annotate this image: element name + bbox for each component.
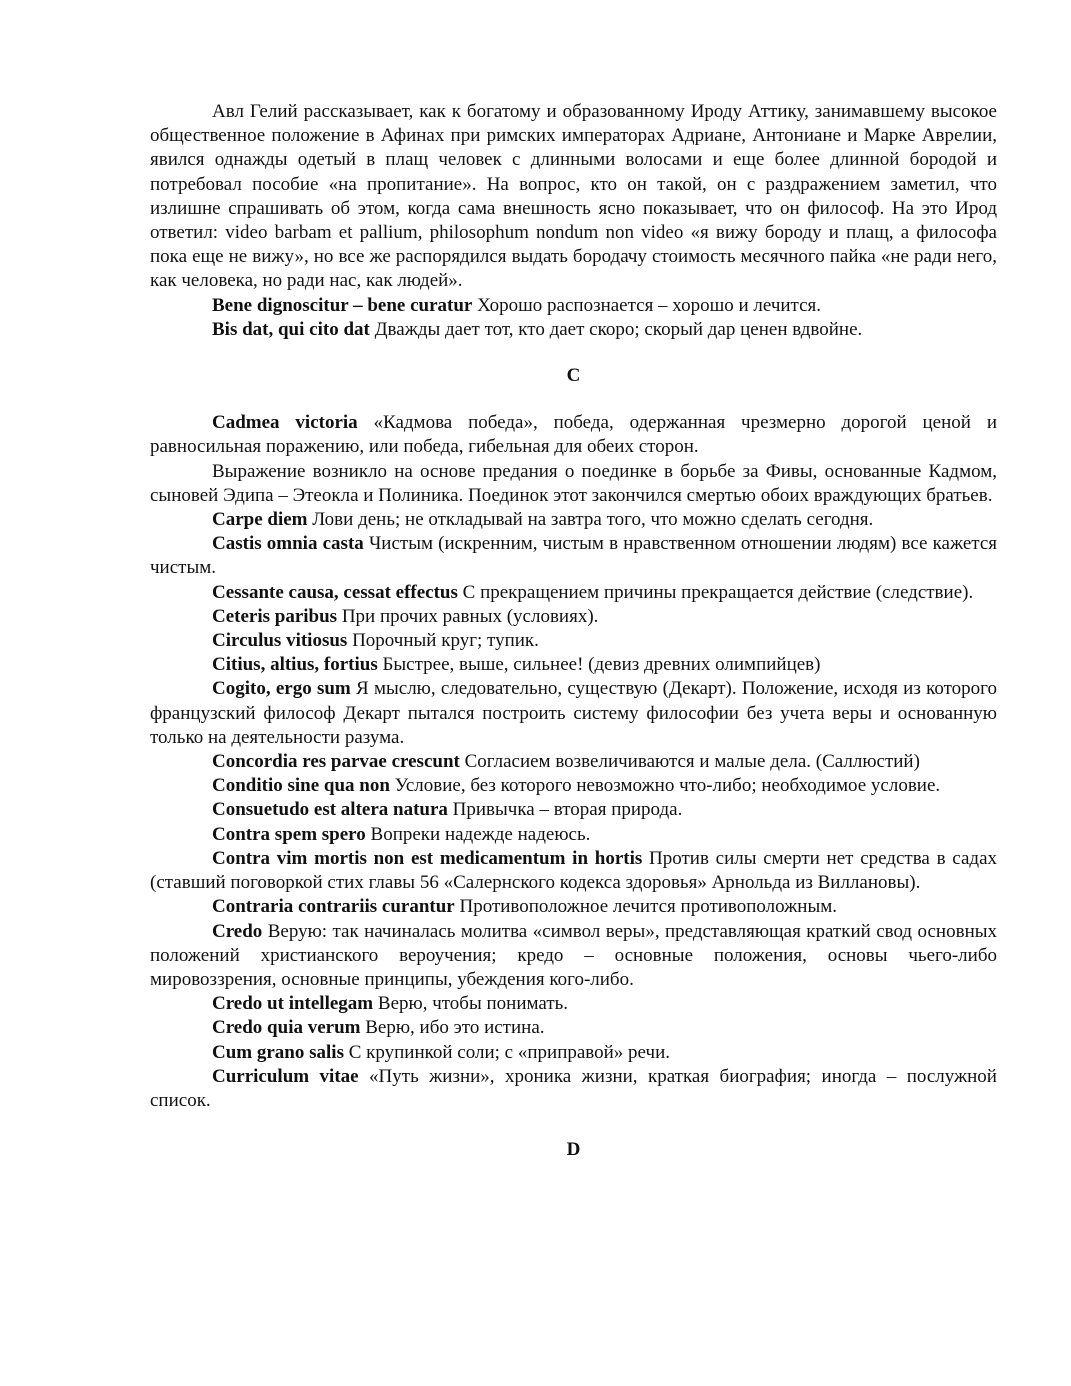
dictionary-entry (150, 920, 997, 993)
entry-definition: Противоположное лечится противоположным. (454, 896, 838, 918)
intro-paragraph: Авл Гелий рассказывает, как к богатому и образованному Ироду Аттику, занимавшему высокое общественное положение в Афинах при римских императорах Адриане, Антониане и Марке Аврелии, явился однажды одетый в плащ человек с длинными волосами и еще более длинной бородой и потребовал пособие «на пропитание». На вопрос, кто он такой, он с раздражением заметил, что излишне спрашивать об этом, когда сама внешность ясно показывает, что он философ. На это Ирод ответил: video barbam et pallium, philosophum nondum non video «я вижу бороду и плащ, а философа пока еще не вижу», но все же распорядился выдать бородачу стоимость месячного пайка «не ради него, как человека, но ради нас, как людей». (150, 101, 997, 292)
entry-definition: Быстрее, выше, сильнее! (девиз древних олимпийцев) (377, 654, 821, 676)
entry-term: Cadmea victoria (212, 412, 358, 434)
entry-term: Carpe diem (212, 509, 308, 531)
dictionary-entry (150, 318, 997, 342)
document-page (150, 100, 997, 1162)
entry-definition: С прекращением причины прекращается действие (следствие). (457, 581, 974, 603)
dictionary-entry (150, 750, 997, 774)
dictionary-entry (150, 508, 997, 532)
entry-definition: Вопреки надежде надеюсь. (365, 823, 591, 845)
entry-definition: Чистым (искренним, чистым в нравственном отношении людям) все кажется чистым. (150, 533, 997, 579)
dictionary-entry (150, 1041, 997, 1065)
dictionary-entry (150, 1016, 997, 1040)
dictionary-entry (150, 581, 997, 605)
dictionary-entry (150, 895, 997, 919)
entry-term: Contra vim mortis non est medicamentum in hortis (212, 847, 643, 869)
entry-term: Contra spem spero (212, 823, 366, 845)
dictionary-entry (150, 992, 997, 1016)
entry-term: Cessante causa, cessat effectus (212, 581, 458, 603)
entry-definition: При прочих равных (условиях). (337, 605, 599, 627)
entry-term: Castis omnia casta (212, 533, 364, 555)
entry-term: Consuetudo est altera natura (212, 799, 448, 821)
dictionary-entry (150, 629, 997, 653)
entry-term: Curriculum vitae (212, 1065, 359, 1087)
dictionary-entry (150, 532, 997, 580)
entry-definition: «Путь жизни», хроника жизни, краткая биография; иногда – послужной список. (150, 1065, 997, 1111)
entry-definition: «Кадмова победа», победа, одержанная чрезмерно дорогой ценой и равносильная поражению, или победа, гибельная для обеих сторон. (150, 412, 997, 458)
entry-definition: Я мыслю, следовательно, существую (Декарт). Положение, исходя из которого французский философ Декарт пытался построить систему философии без учета веры и основанную только на деятельности разума. (150, 678, 997, 748)
entry-definition: Условие, без которого невозможно что-либо; необходимое условие. (389, 775, 941, 797)
section-heading-d: D (566, 1139, 581, 1161)
entry-definition: Хорошо распознается – хорошо и лечится. (472, 294, 822, 316)
dictionary-entry (150, 411, 997, 459)
entry-definition: Привычка – вторая природа. (447, 799, 683, 821)
entry-definition: Против силы смерти нет средства в садах (ставший поговоркой стих главы 56 «Салернского кодекса здоровья» Арнольда из Виллановы). (150, 847, 998, 894)
entry-term: Bis dat, qui cito dat (212, 318, 370, 340)
entry-term: Credo quia verum (212, 1017, 361, 1039)
dictionary-entry (150, 1065, 997, 1113)
entry-definition: Верю, чтобы понимать. (373, 993, 569, 1015)
entry-term: Circulus vitiosus (212, 630, 348, 652)
entry-term: Credo (212, 920, 263, 942)
entry-term: Cogito, ergo sum (212, 678, 351, 700)
dictionary-entry (150, 677, 997, 750)
entry-definition: Верю, ибо это истина. (360, 1017, 545, 1039)
dictionary-entry (150, 847, 997, 895)
entry-definition: Дважды дает тот, кто дает скоро; скорый дар ценен вдвойне. (369, 318, 863, 340)
dictionary-entry (150, 653, 997, 677)
dictionary-entry (150, 774, 997, 798)
entry-term: Credo ut intellegam (212, 993, 374, 1015)
entry-definition: Лови день; не откладывай на завтра того, что можно сделать сегодня. (307, 509, 874, 531)
entry-term: Conditio sine qua non (212, 775, 390, 797)
entry-term: Ceteris paribus (212, 605, 338, 627)
entry-term: Contraria contrariis curantur (212, 896, 455, 918)
dictionary-entry (150, 798, 997, 822)
dictionary-entry (150, 294, 997, 318)
entry-term: Bene dignoscitur – bene curatur (212, 294, 473, 316)
section-heading-c: C (566, 365, 581, 387)
entry-definition: С крупинкой соли; с «приправой» речи. (343, 1041, 670, 1063)
entry-term: Cum grano salis (212, 1041, 344, 1063)
entry-definition: Согласием возвеличиваются и малые дела. (Саллюстий) (459, 751, 920, 773)
entry-definition: Порочный круг; тупик. (347, 630, 539, 652)
entry-term: Citius, altius, fortius (212, 654, 378, 676)
dictionary-entry (150, 823, 997, 847)
dictionary-entry (150, 605, 997, 629)
entry-term: Concordia res parvae crescunt (212, 751, 460, 773)
entry-definition: Верую: так начиналась молитва «символ веры», представляющая краткий свод основных положений христианского вероучения; кредо – основные положения, основы чьего-либо мировоззрения, основные принципы, убеждения кого-либо. (150, 920, 997, 990)
entry-note: Выражение возникло на основе предания о поединке в борьбе за Фивы, основанные Кадмом, сыновей Эдипа – Этеокла и Полиника. Поединок этот закончился смертью обоих враждующих братьев. (150, 460, 997, 506)
